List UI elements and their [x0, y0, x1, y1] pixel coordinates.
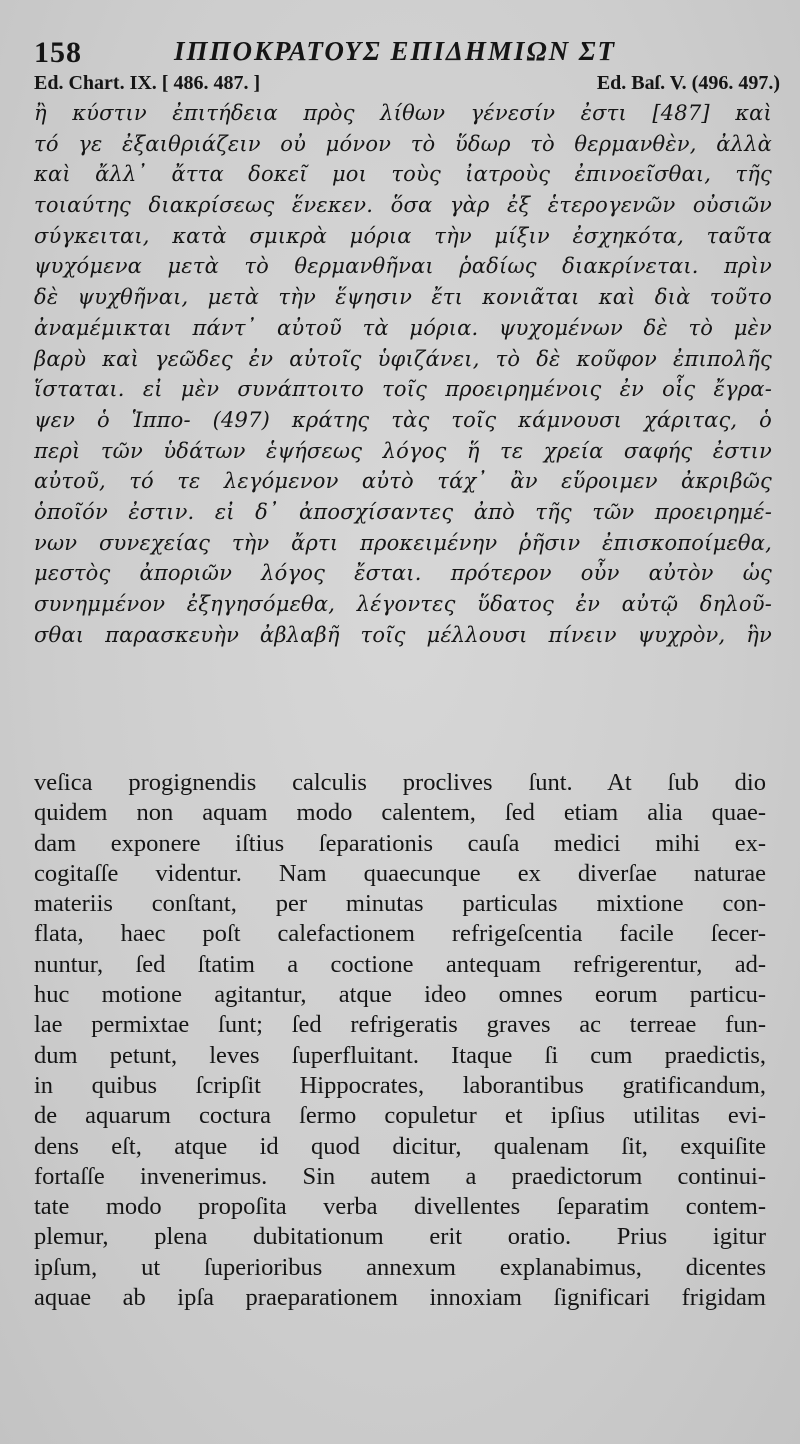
greek-line: μεστὸς ἀποριῶν λόγος ἔσται. πρότερον οὖν αὐτὸν ὡς	[34, 561, 772, 586]
greek-line: ἢ κύστιν ἐπιτήδεια πρὸς λίθων γένεσίν ἐστι [487] καὶ	[34, 101, 772, 125]
latin-line: dum petunt, leves ſuperfluitant. Itaque ſi cum praedictis,	[34, 1041, 766, 1069]
latin-text-block	[34, 768, 766, 1313]
greek-line: τοιαύτης διακρίσεως ἕνεκεν. ὅσα γὰρ ἐξ ἑτερογενῶν οὐσιῶν	[34, 193, 772, 218]
running-title: ΙΠΠΟΚΡΑΤΟΥΣ ΕΠΙΔΗΜΙΩΝ ΣΤ	[174, 36, 617, 66]
greek-line: σθαι παρασκευὴν ἀβλαβῆ τοῖς μέλλουσι πίνειν ψυχρὸν, ἣν	[34, 622, 772, 647]
greek-line: καὶ ἄλλ᾽ ἄττα δοκεῖ μοι τοὺς ἰατροὺς ἐπινοεῖσθαι, τῆς	[34, 162, 772, 187]
greek-line: συνημμένον ἐξηγησόμεθα, λέγοντες ὕδατος ἐν αὐτῷ δηλοῦ-	[34, 592, 772, 616]
greek-line: αὐτοῦ, τό τε λεγόμενον αὐτὸ τάχ᾽ ἂν εὕροιμεν ἀκριβῶς	[34, 469, 772, 494]
latin-line: fortaſſe invenerimus. Sin autem a praedictorum continui-	[34, 1162, 766, 1190]
latin-line: quidem non aquam modo calentem, ſed etiam alia quae-	[34, 799, 766, 827]
greek-line: νων συνεχείας τὴν ἄρτι προκειμένην ῥῆσιν ἐπισκοποίμεθα,	[34, 530, 772, 555]
latin-line: flata, haec poſt calefactionem refrigeſcentia facile ſecer-	[34, 920, 766, 948]
edition-references	[34, 72, 780, 100]
latin-line: dam exponere iſtius ſeparationis cauſa medici mihi ex-	[34, 829, 766, 857]
latin-line: ipſum, ut ſuperioribus annexum explanabimus, dicentes	[34, 1253, 766, 1281]
greek-line: ψυχόμενα μετὰ τὸ θερμανθῆναι ῥαδίως διακρίνεται. πρὶν	[34, 254, 772, 279]
page-header	[34, 30, 774, 70]
latin-line: veſica progignendis calculis proclives ſunt. At ſub dio	[34, 769, 766, 796]
latin-line: de aquarum coctura ſermo copuletur et ipſius utilitas evi-	[34, 1102, 766, 1130]
greek-line: σύγκειται, κατὰ σμικρὰ μόρια τὴν μίξιν ἐσχηκότα, ταῦτα	[34, 223, 772, 248]
greek-line: τό γε ἐξαιθριάζειν οὐ μόνον τὸ ὕδωρ τὸ θερμανθὲν, ἀλλὰ	[34, 131, 772, 156]
greek-line: ἵσταται. εἰ μὲν συνάπτοιτο τοῖς προειρημένοις ἐν οἷς ἔγρα-	[34, 377, 772, 402]
greek-line: ψεν ὁ Ἱππο- (497) κράτης τὰς τοῖς κάμνουσι χάριτας, ὁ	[34, 407, 772, 432]
edition-reference-basel: Ed. Baſ. V. (496. 497.)	[596, 72, 780, 94]
greek-line: βαρὺ καὶ γεῶδες ἐν αὐτοῖς ὑφιζάνει, τὸ δὲ κοῦφον ἐπιπολῆς	[34, 346, 772, 371]
latin-line: huc motione agitantur, atque ideo omnes eorum particu-	[34, 981, 766, 1009]
latin-line: materiis conſtant, per minutas particulas mixtione con-	[34, 890, 766, 918]
greek-line: περὶ τῶν ὑδάτων ἑψήσεως λόγος ἥ τε χρεία σαφής ἐστιν	[34, 438, 772, 463]
latin-line: dens eſt, atque id quod dicitur, qualenam ſit, exquiſite	[34, 1132, 766, 1160]
edition-reference-chartier: Ed. Chart. IX. [ 486. 487. ]	[34, 72, 261, 94]
greek-text-block	[34, 98, 772, 650]
greek-line: ἀναμέμικται πάντ᾽ αὐτοῦ τὰ μόρια. ψυχομένων δὲ τὸ μὲν	[34, 315, 772, 340]
latin-line: aquae ab ipſa praeparationem innoxiam ſignificari frigidam	[34, 1284, 766, 1312]
latin-line: nuntur, ſed ſtatim a coctione antequam refrigerentur, ad-	[34, 950, 766, 978]
greek-line: ὁποῖόν ἐστιν. εἰ δ᾽ ἀποσχίσαντες ἀπὸ τῆς τῶν προειρημέ-	[34, 499, 772, 524]
latin-line: in quibus ſcripſit Hippocrates, laborantibus gratificandum,	[34, 1071, 766, 1099]
latin-line: cogitaſſe videntur. Nam quaecunque ex diverſae naturae	[34, 859, 766, 887]
page-number: 158	[34, 36, 82, 69]
latin-line: lae permixtae ſunt; ſed refrigeratis graves ac terreae fun-	[34, 1011, 766, 1039]
latin-line: tate modo propoſita verba divellentes ſeparatim contem-	[34, 1193, 766, 1221]
greek-line: δὲ ψυχθῆναι, μετὰ τὴν ἕψησιν ἔτι κονιᾶται καὶ διὰ τοῦτο	[34, 285, 772, 310]
latin-line: plemur, plena dubitationum erit oratio. Prius igitur	[34, 1223, 766, 1251]
